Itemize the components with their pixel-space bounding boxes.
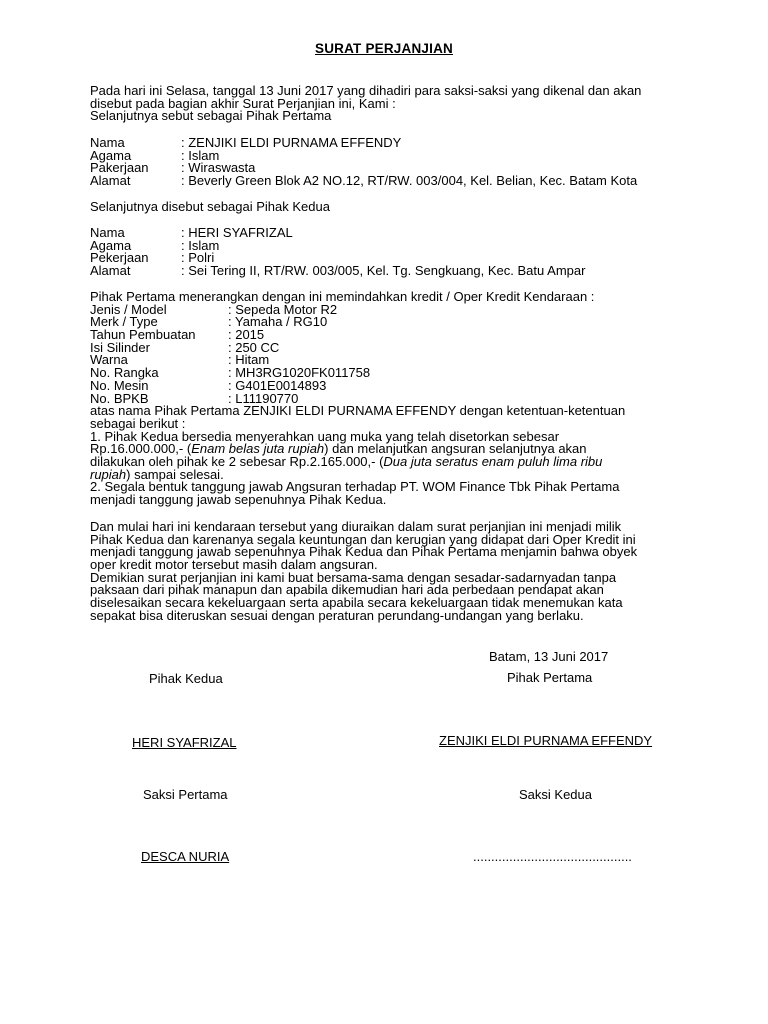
left-role: Pihak Kedua (149, 671, 223, 686)
detail-row (90, 175, 690, 188)
vehicle-row (90, 354, 690, 367)
vehicle-label: Isi Silinder (90, 339, 150, 355)
intro-line: Selanjutnya sebut sebagai Pihak Pertama (90, 108, 332, 124)
right-signatory-name: ZENJIKI ELDI PURNAMA EFFENDY (439, 733, 653, 748)
detail-value: : Beverly Green Blok A2 NO.12, RT/RW. 003/004, Kel. Belian, Kec. Batam Kota (181, 173, 638, 189)
intro-line: Pada hari ini Selasa, tanggal 13 Juni 2017 yang dihadiri para saksi-saksi yang dikenal dan akan (90, 83, 642, 98)
penutup-line: diselesaikan secara kekeluargaan serta apabila secara kekeluargaan tidak menemukan kata (90, 595, 623, 611)
detail-value: : ZENJIKI ELDI PURNAMA EFFENDY (181, 135, 402, 150)
place-date: Batam, 13 Juni 2017 (489, 649, 609, 664)
penutup-line: Pihak Kedua dan karenanya segala keuntungan dan kerugian yang didapat dari Oper Kredit ini (90, 531, 636, 547)
witness1-role: Saksi Pertama (143, 787, 228, 802)
ketentuan-line: 2. Segala bentuk tanggung jawab Angsuran terhadap PT. WOM Finance Tbk Pihak Pertama (90, 479, 620, 495)
pihak-pertama-details (90, 137, 690, 188)
detail-value: : Wiraswasta (181, 160, 256, 176)
detail-row (90, 137, 690, 150)
vehicle-label: Tahun Pembuatan (90, 327, 196, 343)
left-signatory-name: HERI SYAFRIZAL (132, 735, 237, 750)
detail-label: Pekerjaan (90, 250, 149, 266)
witness2-role: Saksi Kedua (519, 787, 592, 802)
vehicle-value: : Hitam (228, 352, 270, 368)
ketentuan-line: atas nama Pihak Pertama ZENJIKI ELDI PURNAMA EFFENDY dengan ketentuan-ketentuan (90, 403, 626, 419)
vehicle-label: No. BPKB (90, 390, 149, 406)
vehicle-label: Warna (90, 352, 128, 368)
vehicle-value: : 250 CC (228, 339, 280, 355)
detail-label: Nama (90, 225, 125, 240)
penutup-line: sepakat bisa diteruskan sesuai dengan peraturan perundang-undangan yang berlaku. (90, 607, 584, 623)
detail-row (90, 147, 690, 163)
vehicle-label: No. Mesin (90, 377, 149, 393)
vehicle-value: : 2015 (228, 327, 265, 343)
witness2-name: ............................................ (473, 849, 632, 864)
vehicle-value: : MH3RG1020FK011758 (228, 365, 371, 381)
kendaraan-details (90, 291, 690, 507)
detail-row (90, 265, 690, 278)
witness1-name: DESCA NURIA (141, 849, 230, 864)
penutup-line: oper kredit motor tersebut masih dalam angsuran. (90, 557, 378, 573)
detail-value: : Polri (181, 250, 215, 266)
vehicle-value: : Sepeda Motor R2 (228, 301, 338, 317)
vehicle-label: Jenis / Model (90, 301, 167, 317)
vehicle-row (90, 377, 690, 393)
pihak-kedua-intro-text: Selanjutnya disebut sebagai Pihak Kedua (90, 199, 330, 214)
ketentuan-line: 1. Pihak Kedua bersedia menyerahkan uang muka yang telah disetorkan sebesar (90, 428, 560, 444)
intro-paragraph (90, 85, 690, 123)
detail-value: : HERI SYAFRIZAL (181, 225, 293, 240)
ketentuan-text: ) sampai selesai. (126, 466, 224, 482)
ketentuan-line: sebagai berikut : (90, 415, 186, 431)
pihak-kedua-intro (90, 201, 690, 214)
detail-value: : Sei Tering II, RT/RW. 003/005, Kel. Tg. Sengkuang, Kec. Batu Ampar (181, 263, 586, 279)
pihak-kedua-details (90, 227, 690, 278)
detail-label: Alamat (90, 263, 131, 279)
ketentuan-italic: rupiah (90, 466, 127, 482)
ketentuan-text: ) dan melanjutkan angsuran selanjutnya akan (324, 441, 587, 457)
right-role: Pihak Pertama (507, 670, 593, 685)
detail-value: : Islam (181, 147, 220, 163)
penutup-line: menjadi tanggung jawab sepenuhnya Pihak Kedua dan Pihak Pertama menjamin bahwa obyek (90, 544, 638, 560)
intro-line: disebut pada bagian akhir Surat Perjanjian ini, Kami : (90, 95, 396, 111)
vehicle-label: No. Rangka (90, 365, 159, 381)
ketentuan-text: dilakukan oleh pihak ke 2 sebesar Rp.2.165.000,- ( (90, 453, 384, 469)
penutup-line: Demikian surat perjanjian ini kami buat bersama-sama dengan sesadar-sadarnyadan tanpa (90, 569, 617, 585)
ketentuan-italic: Dua juta seratus enam puluh lima ribu (383, 453, 603, 469)
page-title: SURAT PERJANJIAN (315, 41, 453, 56)
kendaraan-intro: Pihak Pertama menerangkan dengan ini memindahkan kredit / Oper Kredit Kendaraan : (90, 289, 595, 304)
detail-label: Nama (90, 135, 125, 150)
vehicle-value: : L11190770 (228, 390, 299, 406)
vehicle-row (90, 329, 690, 342)
detail-row (90, 237, 690, 253)
vehicle-value: : G401E0014893 (228, 377, 327, 393)
ketentuan-line: menjadi tanggung jawab sepenuhnya Pihak Kedua. (90, 492, 387, 507)
vehicle-row (90, 301, 690, 317)
vehicle-row (90, 367, 690, 380)
ketentuan-text: Rp.16.000.000,- ( (90, 441, 192, 457)
vehicle-label: Merk / Type (90, 314, 158, 330)
vehicle-row (90, 339, 690, 355)
penutup-line: Dan mulai hari ini kendaraan tersebut yang diuraikan dalam surat perjanjian ini menjadi milik (90, 519, 622, 534)
detail-label: Agama (90, 147, 132, 163)
detail-value: : Islam (181, 237, 220, 253)
detail-label: Alamat (90, 173, 131, 189)
ketentuan-italic: Enam belas juta rupiah (191, 441, 325, 457)
detail-row (90, 227, 690, 240)
penutup-line: paksaan dari pihak manapun dan apabila dikemudian hari ada perbedaan pendapat akan (90, 582, 604, 598)
detail-label: Agama (90, 237, 132, 253)
detail-label: Pakerjaan (90, 160, 149, 176)
vehicle-value: : Yamaha / RG10 (228, 314, 328, 330)
penutup-paragraph (90, 521, 690, 623)
